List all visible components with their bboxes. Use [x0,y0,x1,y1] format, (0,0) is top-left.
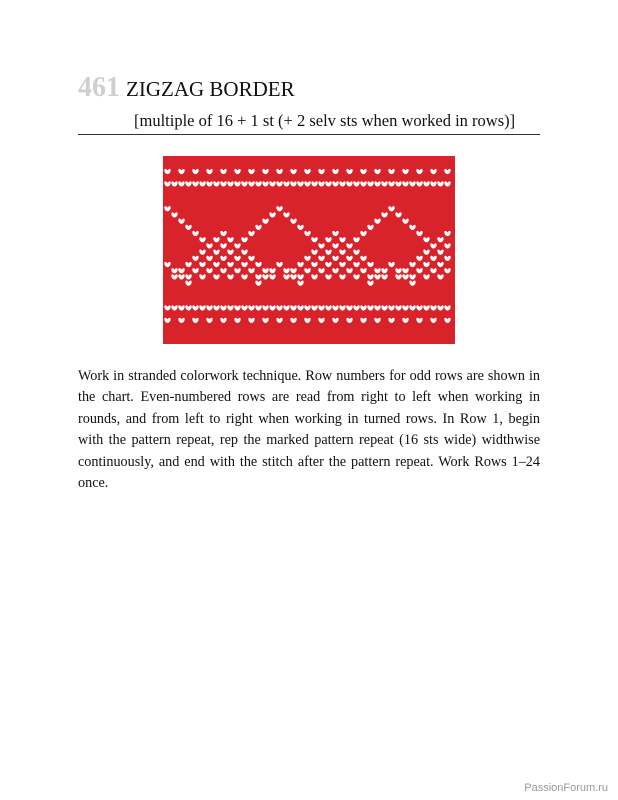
heading-divider [78,134,540,135]
pattern-title: ZIGZAG BORDER [126,77,295,101]
pattern-subtitle: [multiple of 16 + 1 st (+ 2 selv sts when worked in rows)] [134,111,516,130]
pattern-number: 461 [78,72,120,103]
swatch-photo [163,156,455,344]
watermark: PassionForum.ru [524,782,608,794]
instructions-paragraph: Work in stranded colorwork technique. Row numbers for odd rows are shown in the chart. Even-numbered rows are read from right to left when working in rounds, and from left to right when working in turned rows. In Row 1, begin with the pattern repeat, rep the marked pattern repeat (16 sts wide) widthwise continuously, and end with the stitch after the pattern repeat. Work Rows 1–24 once. [78,368,540,492]
heading [78,74,295,102]
